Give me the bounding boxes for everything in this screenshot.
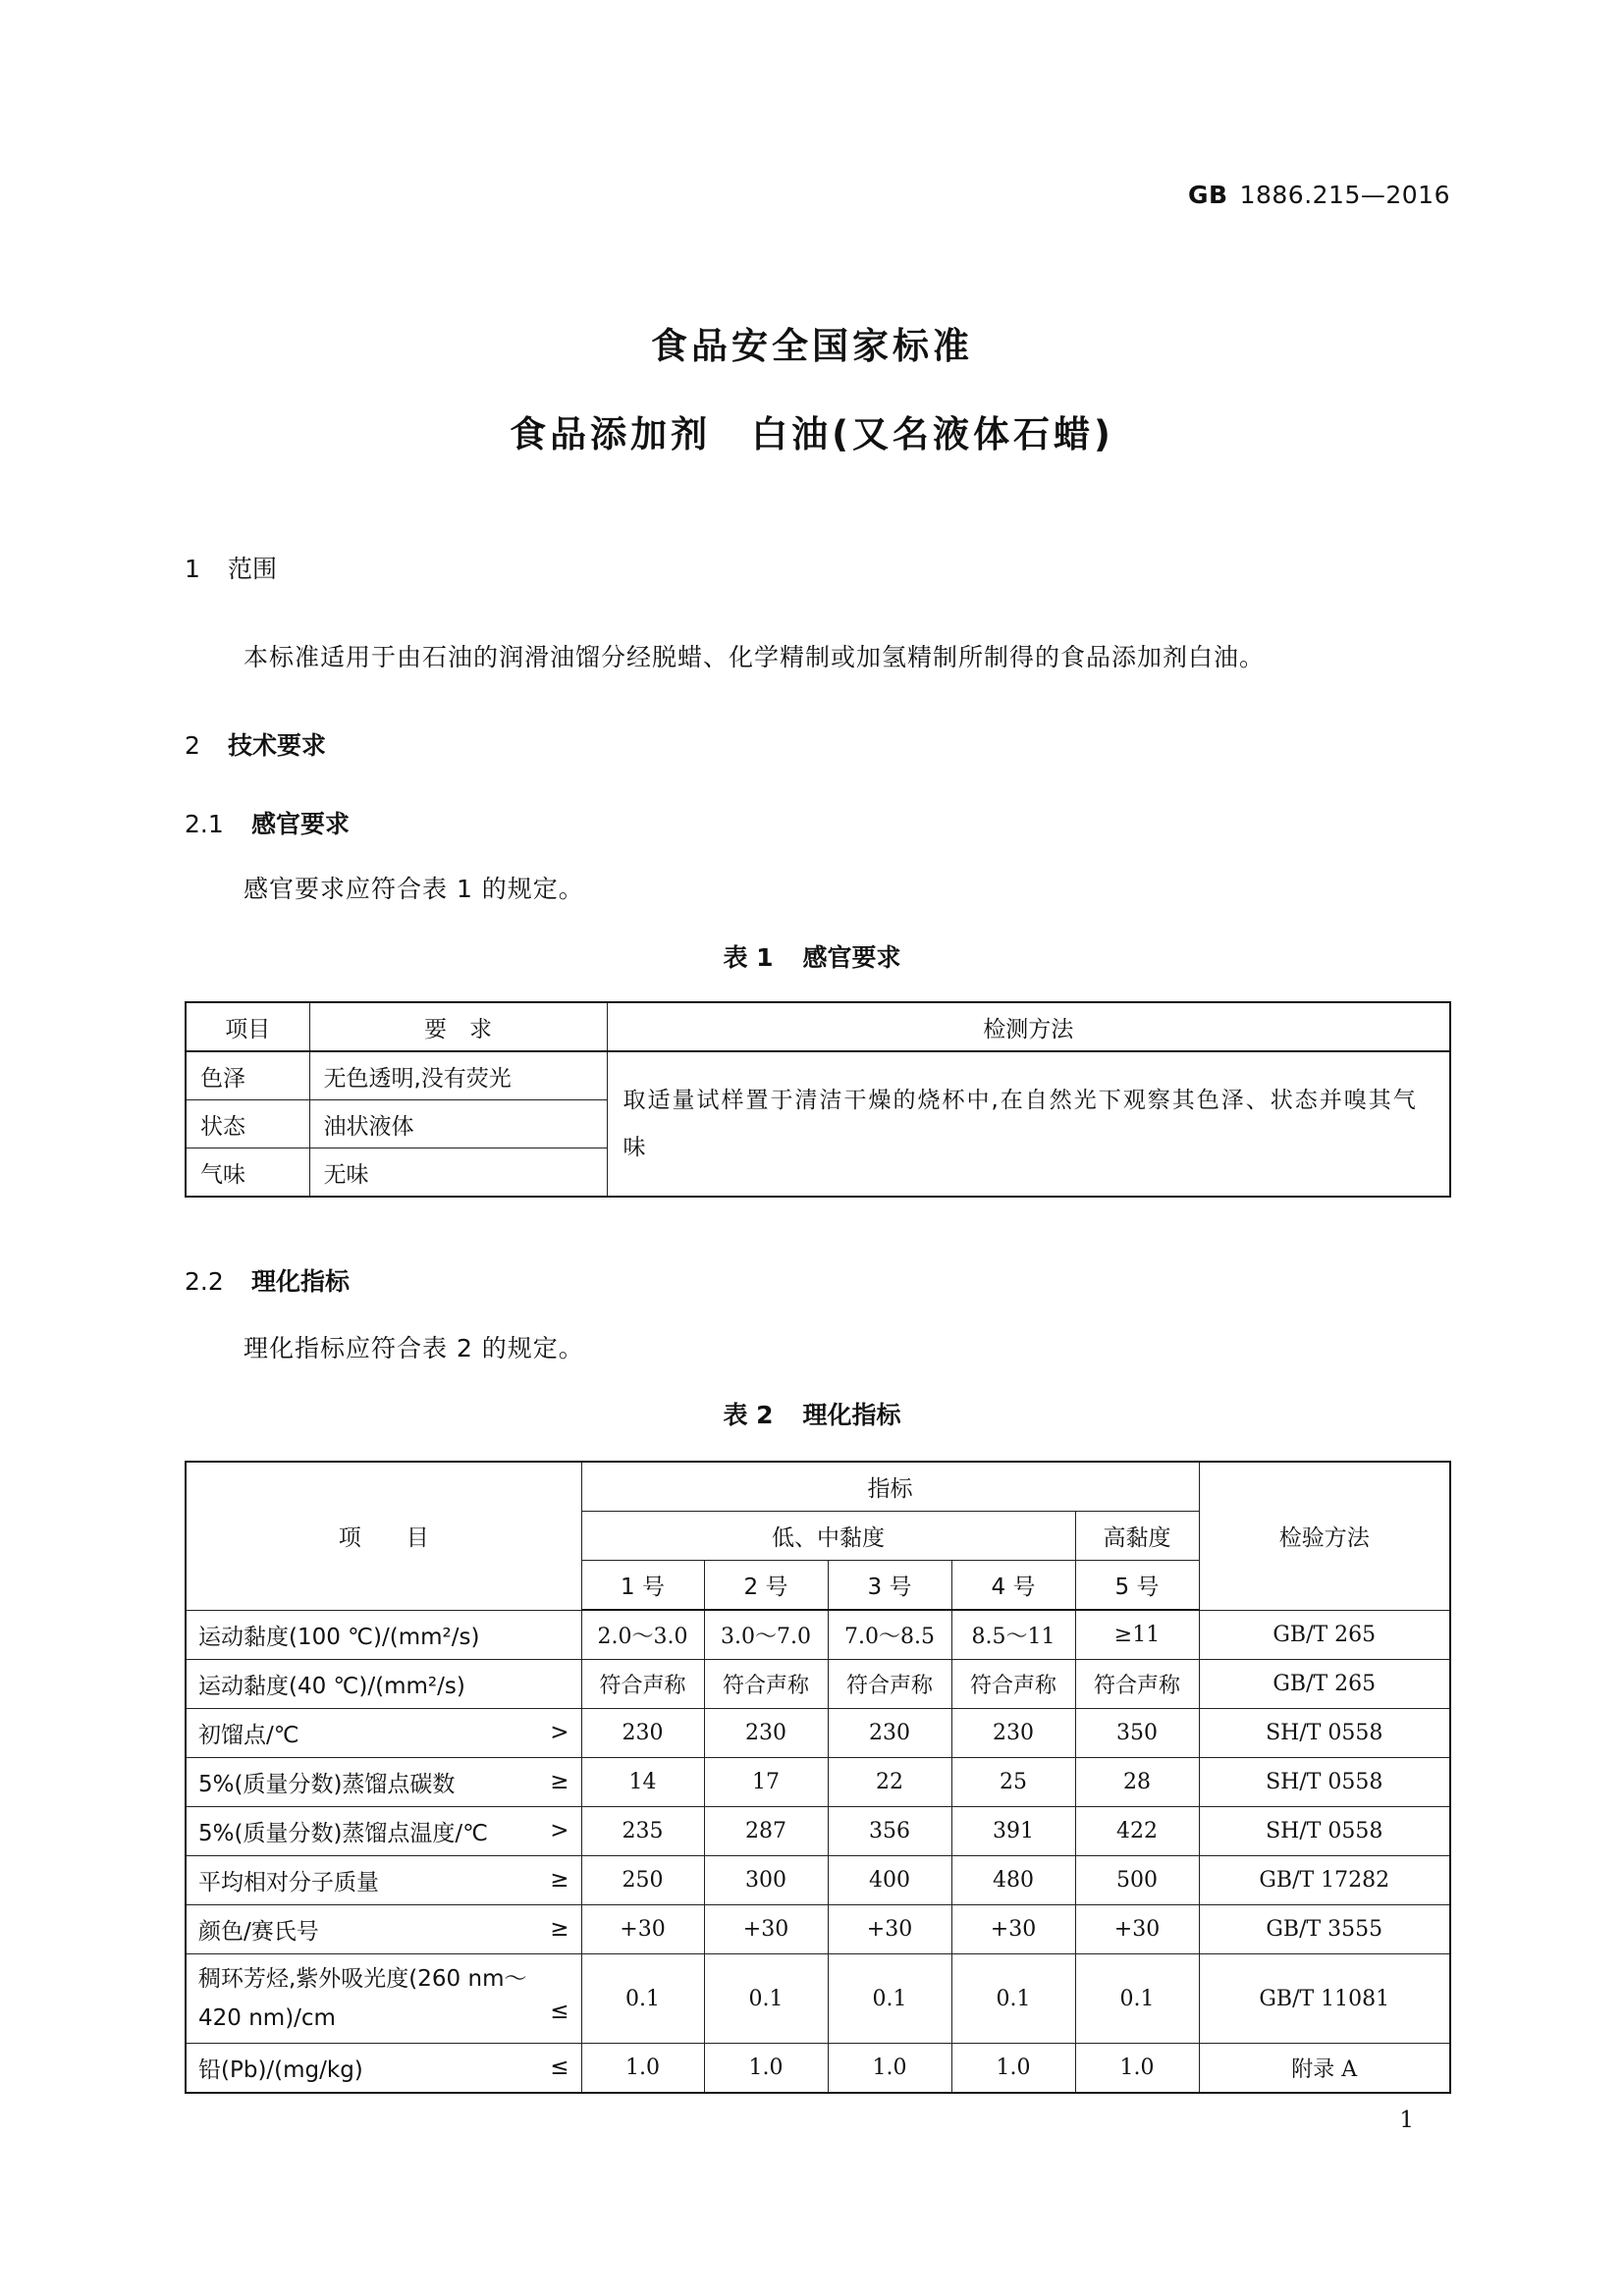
- header-high-viscosity: 高黏度: [1075, 1512, 1199, 1561]
- caption-number: 表 2: [723, 1401, 774, 1429]
- cell-method: GB/T 17282: [1199, 1856, 1450, 1905]
- item-label: 运动黏度(40 ℃)/(mm²/s): [198, 1674, 465, 1699]
- cell-value: 0.1: [704, 1954, 828, 2044]
- item-label: 5%(质量分数)蒸馏点温度/℃: [198, 1821, 489, 1846]
- table-row: [186, 1954, 1450, 2044]
- cell-item: [186, 1905, 581, 1954]
- header-grade: 2 号: [704, 1561, 828, 1611]
- cell-method: SH/T 0558: [1199, 1807, 1450, 1856]
- cell-value: 1.0: [704, 2044, 828, 2094]
- header-item: 项 目: [186, 1462, 581, 1610]
- section-title: 理化指标: [251, 1267, 351, 1296]
- cell-value: 7.0～8.5: [828, 1610, 951, 1660]
- cell-method: SH/T 0558: [1199, 1709, 1450, 1758]
- cell-item: [186, 2044, 581, 2094]
- header-method: 检测方法: [607, 1002, 1450, 1051]
- item-label: 稠环芳烃,紫外吸光度(260 nm～420 nm)/cm: [198, 1966, 527, 2031]
- cell-value: 0.1: [581, 1954, 704, 2044]
- header-item: 项目: [186, 1002, 309, 1051]
- table-header-row: [186, 1002, 1450, 1051]
- item-label: 铅(Pb)/(mg/kg): [198, 2057, 363, 2083]
- cell-item: [186, 1954, 581, 2044]
- cell-value: 230: [951, 1709, 1075, 1758]
- cell-item: 色泽: [186, 1051, 309, 1100]
- cell-method: GB/T 11081: [1199, 1954, 1450, 2044]
- header-grade: 5 号: [1075, 1561, 1199, 1611]
- cell-value: 3.0～7.0: [704, 1610, 828, 1660]
- cell-requirement: 无色透明,没有荧光: [309, 1051, 607, 1100]
- cell-value: +30: [951, 1905, 1075, 1954]
- page-number: 1: [1399, 2108, 1414, 2133]
- cell-value: ≥11: [1075, 1610, 1199, 1660]
- cell-value: 0.1: [828, 1954, 951, 2044]
- header-method: 检验方法: [1199, 1462, 1450, 1610]
- item-label: 运动黏度(100 ℃)/(mm²/s): [198, 1624, 480, 1650]
- standard-number: [1188, 181, 1450, 209]
- table-row: [186, 1660, 1450, 1709]
- cell-item: [186, 1856, 581, 1905]
- caption-number: 表 1: [723, 943, 774, 972]
- cell-value: +30: [1075, 1905, 1199, 1954]
- section-heading-1: [185, 550, 277, 585]
- table-2-caption: [0, 1396, 1624, 1431]
- table-header-row: [186, 1462, 1450, 1512]
- cell-value: 500: [1075, 1856, 1199, 1905]
- section-number: 2: [185, 731, 200, 760]
- table-row: [186, 1905, 1450, 1954]
- cell-value: 422: [1075, 1807, 1199, 1856]
- table-body: [186, 1610, 1450, 2093]
- cell-value: 符合声称: [1075, 1660, 1199, 1709]
- document-title: 食品安全国家标准: [651, 325, 973, 367]
- cell-value: 230: [828, 1709, 951, 1758]
- cell-value: 符合声称: [828, 1660, 951, 1709]
- cell-value: 25: [951, 1758, 1075, 1807]
- cell-value: 0.1: [951, 1954, 1075, 2044]
- cell-value: 符合声称: [581, 1660, 704, 1709]
- section-heading-2-2: [185, 1262, 350, 1298]
- cell-value: +30: [704, 1905, 828, 1954]
- cell-value: 17: [704, 1758, 828, 1807]
- cell-value: 2.0～3.0: [581, 1610, 704, 1660]
- header-grade: 3 号: [828, 1561, 951, 1611]
- cell-value: 391: [951, 1807, 1075, 1856]
- section-2-1-paragraph: 感官要求应符合表 1 的规定。: [244, 875, 584, 903]
- comparison-symbol: ≥: [550, 1867, 569, 1893]
- caption-title: 感官要求: [802, 943, 901, 972]
- cell-value: 230: [704, 1709, 828, 1758]
- cell-value: 300: [704, 1856, 828, 1905]
- standard-code: 1886.215—2016: [1239, 181, 1450, 209]
- cell-value: 28: [1075, 1758, 1199, 1807]
- section-number: 2.1: [185, 810, 224, 838]
- cell-value: 250: [581, 1856, 704, 1905]
- cell-value: +30: [581, 1905, 704, 1954]
- table-row: [186, 1856, 1450, 1905]
- cell-requirement: 油状液体: [309, 1100, 607, 1148]
- cell-value: 1.0: [828, 2044, 951, 2094]
- sensory-requirements-table: [185, 1001, 1451, 1198]
- physicochemical-indicators-table: [185, 1461, 1451, 2094]
- cell-value: 287: [704, 1807, 828, 1856]
- section-2-2-paragraph: 理化指标应符合表 2 的规定。: [244, 1334, 584, 1362]
- table-row: [186, 1758, 1450, 1807]
- cell-value: 1.0: [1075, 2044, 1199, 2094]
- cell-value: 356: [828, 1807, 951, 1856]
- cell-method: GB/T 265: [1199, 1660, 1450, 1709]
- cell-method: GB/T 265: [1199, 1610, 1450, 1660]
- section-heading-2-1: [185, 805, 350, 840]
- section-title: 技术要求: [228, 731, 327, 760]
- caption-title: 理化指标: [802, 1401, 901, 1429]
- item-label: 5%(质量分数)蒸馏点碳数: [198, 1772, 456, 1797]
- item-label: 初馏点/℃: [198, 1723, 299, 1748]
- header-grade: 1 号: [581, 1561, 704, 1611]
- cell-value: 8.5～11: [951, 1610, 1075, 1660]
- comparison-symbol: ≤: [550, 1999, 569, 2024]
- comparison-symbol: ≥: [550, 1916, 569, 1942]
- cell-value: 350: [1075, 1709, 1199, 1758]
- standard-prefix: GB: [1188, 181, 1228, 209]
- section-title: 范围: [228, 555, 278, 583]
- cell-method: 附录 A: [1199, 2044, 1450, 2094]
- cell-value: 480: [951, 1856, 1075, 1905]
- cell-value: 1.0: [581, 2044, 704, 2094]
- cell-value: +30: [828, 1905, 951, 1954]
- cell-value: 14: [581, 1758, 704, 1807]
- section-number: 1: [185, 555, 200, 583]
- table-1-caption: [0, 938, 1624, 974]
- item-label: 颜色/赛氏号: [198, 1919, 319, 1945]
- cell-item: [186, 1709, 581, 1758]
- section-number: 2.2: [185, 1267, 224, 1296]
- cell-item: [186, 1807, 581, 1856]
- cell-method: SH/T 0558: [1199, 1758, 1450, 1807]
- header-low-mid-viscosity: 低、中黏度: [581, 1512, 1075, 1561]
- header-index: 指标: [581, 1462, 1199, 1512]
- cell-method: 取适量试样置于清洁干燥的烧杯中,在自然光下观察其色泽、状态并嗅其气味: [607, 1051, 1450, 1197]
- table-row: [186, 2044, 1450, 2094]
- cell-value: 1.0: [951, 2044, 1075, 2094]
- header-grade: 4 号: [951, 1561, 1075, 1611]
- section-heading-2: [185, 726, 326, 762]
- cell-value: 符合声称: [951, 1660, 1075, 1709]
- header-requirement: 要 求: [309, 1002, 607, 1051]
- table-row: [186, 1610, 1450, 1660]
- cell-item: [186, 1610, 581, 1660]
- section-1-paragraph: 本标准适用于由石油的润滑油馏分经脱蜡、化学精制或加氢精制所制得的食品添加剂白油。: [244, 643, 1266, 671]
- comparison-symbol: >: [550, 1818, 569, 1843]
- cell-value: 230: [581, 1709, 704, 1758]
- comparison-symbol: ≤: [550, 2055, 569, 2080]
- cell-item: [186, 1660, 581, 1709]
- cell-value: 22: [828, 1758, 951, 1807]
- cell-item: 状态: [186, 1100, 309, 1148]
- table-row: [186, 1051, 1450, 1100]
- cell-value: 符合声称: [704, 1660, 828, 1709]
- comparison-symbol: ≥: [550, 1769, 569, 1794]
- cell-value: 400: [828, 1856, 951, 1905]
- comparison-symbol: >: [550, 1720, 569, 1745]
- cell-value: 235: [581, 1807, 704, 1856]
- cell-method: GB/T 3555: [1199, 1905, 1450, 1954]
- cell-value: 0.1: [1075, 1954, 1199, 2044]
- cell-item: 气味: [186, 1148, 309, 1198]
- section-title: 感官要求: [251, 810, 351, 838]
- table-row: [186, 1709, 1450, 1758]
- table-row: [186, 1807, 1450, 1856]
- cell-requirement: 无味: [309, 1148, 607, 1198]
- document-subtitle: 食品添加剂 白油(又名液体石蜡): [510, 413, 1114, 455]
- item-label: 平均相对分子质量: [198, 1870, 379, 1896]
- cell-item: [186, 1758, 581, 1807]
